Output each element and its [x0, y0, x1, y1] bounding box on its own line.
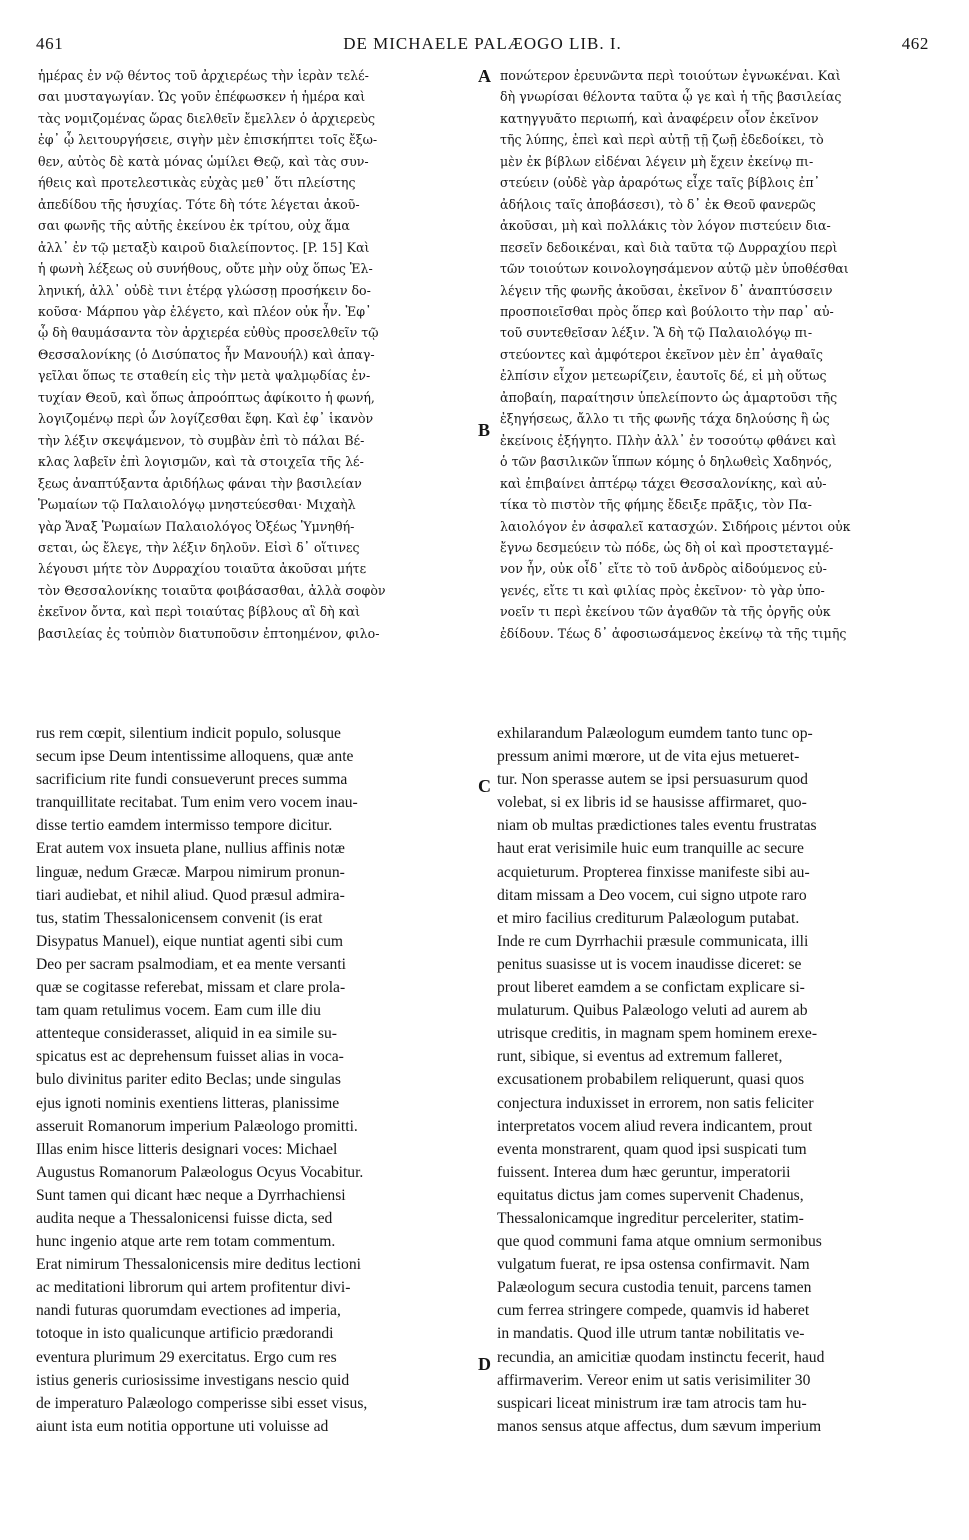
text-line: Augustus Romanorum Palæologus Ocyus Vocabitur.: [36, 1163, 364, 1181]
text-line: βασιλείας ἐς τοὐπιὸν διατυποῦσιν ἐπτοημένον, φιλο-: [38, 625, 380, 641]
text-line: τῶν τοιούτων κοινολογησάμενον αὐτῷ μὲν ὑποθέσθαι: [500, 261, 849, 277]
text-line: ἐλπίσιν εἶχον μετεωρίζειν, ἑαυτοῖς δέ, εἰ μὴ οὕτως: [500, 368, 827, 384]
text-line: δὴ γνωρίσαι θέλοντα ταῦτα ᾧ γε καὶ ἡ τῆς βασιλείας: [500, 89, 842, 105]
text-line: Thessalonicamque ingreditur perceleriter, statim-: [497, 1209, 804, 1227]
text-line: tranquillitate recitabat. Tum enim vero vocem inau-: [36, 794, 358, 812]
text-line: ᾧ δὴ θαυμάσαντα τὸν ἀρχιερέα εὐθὺς προσελθεῖν τῷ: [38, 325, 379, 341]
text-line: τῆς λύπης, ἐπεὶ καὶ περὶ αὐτῇ τῇ ζωῇ ἐδεδοίκει, τὸ: [500, 132, 824, 148]
text-line: Deo per sacram psalmodiam, et ea mente versanti: [36, 955, 347, 973]
text-line: ήθεις καὶ προτελεστικὰς εὐχὰς μεθ᾽ ὅτι πλείστης: [38, 175, 356, 191]
text-line: runt, sibique, si eventus ad extremum falleret,: [497, 1048, 783, 1066]
text-line: στεύοντες καὶ ἀμφότεροι ἐκεῖνον μὲν ἐπ᾽ ἀγαθαῖς: [500, 346, 823, 362]
text-line: λογιζομένῳ περὶ ὧν λογίζεσθαι ἔφη. Καὶ ἐφ᾽ ἱκανὸν: [38, 411, 374, 427]
text-line: que quod communi fama atque omnium sermonibus: [497, 1233, 822, 1251]
text-line: νοεῖν τι περὶ ἐκείνου τῶν ἀγαθῶν τὰ τῆς ὀργῆς οὐκ: [500, 604, 831, 620]
text-line: τὴν λέξιν σκεψάμενον, τὸ συμβὰν ἐπὶ τὸ πάλαι Βέ-: [38, 432, 365, 448]
text-line: ἐκείνοις ἐξήγητο. Πλὴν ἀλλ᾽ ἐν τοσούτῳ φθάνει καὶ: [500, 432, 837, 448]
running-header: [36, 34, 929, 60]
text-line: nandi futuras quorumdam evectiones ad imperia,: [36, 1302, 341, 1320]
text-line: affirmaverim. Vereor enim ut satis verisimiliter 30: [497, 1371, 811, 1389]
text-line: ac meditationi librorum qui artem profitentur divi-: [36, 1279, 351, 1297]
text-line: et miro facilius crediturum Palæologum putabat.: [497, 909, 800, 927]
text-line: τίκα τὸ πιστὸν τῆς φήμης ἔδειξε πρᾶξις, τὸν Πα-: [500, 497, 812, 513]
text-line: acquieturum. Propterea finxisse manifeste sibi au-: [497, 863, 810, 881]
text-line: σαι μυσταγωγίαν. Ὡς γοῦν ἐπέφωσκεν ἡ ἡμέρα καὶ: [38, 89, 366, 105]
text-line: Palæologum secura custodia tenuit, parcens tamen: [497, 1279, 812, 1297]
text-line: tus, statim Thessalonicensem convenit (is erat: [36, 909, 323, 927]
text-line: Sunt tamen qui dicant hæc neque a Dyrrhachiensi: [36, 1186, 346, 1204]
text-line: tiari audiebat, et nihil aliud. Quod præsul admira-: [36, 886, 345, 904]
text-line: equitatus dictus jam comes supervenit Chadenus,: [497, 1186, 804, 1204]
text-line: volebat, si ex libris id se hausisse affirmaret, quo-: [497, 794, 807, 812]
text-line: totoque in isto qualicunque artificio prædorandi: [36, 1325, 334, 1343]
text-line: τὰς νομιζομένας ὥρας διελθεῖν ἔμελλεν ὁ ἀρχιερεὺς: [38, 110, 376, 126]
text-line: audita neque a Thessalonicensi fuisse dicta, sed: [36, 1209, 333, 1227]
text-line: eventura plurimum 29 exercitatus. Ergo cum res: [36, 1348, 337, 1366]
text-line: ἡ φωνὴ λέξεως οὐ συνήθους, οὔτε μὴν οὐχ ὅπως Ἑλ-: [38, 261, 373, 277]
text-line: ἀδήλοις ταῖς ἀποβάσεσι), τὸ δ᾽ ἐκ Θεοῦ φανερῶς: [500, 196, 816, 212]
text-line: Θεσσαλονίκης (ὁ Δισύπατος ἦν Μανουήλ) καὶ ἀπαγ-: [38, 346, 375, 362]
text-line: quæ se cogitasse referebat, missam et clare prola-: [36, 979, 346, 997]
text-line: κοῦσα· Μάρπου γὰρ ἐλέγετο, καὶ πλέον οὐκ ἦν. Ἐφ᾽: [38, 303, 372, 319]
text-line: mulaturum. Quibus Palæologo veluti ad aurem ab: [497, 1002, 808, 1020]
margin-letter-b: B: [478, 420, 491, 440]
text-line: ἀποβαίη, παραίτησιν ὑπελείποντο ὡς ἁμαρτοῦσι τῆς: [500, 389, 838, 405]
text-line: Erat nimirum Thessalonicensis mire deditus lectioni: [36, 1256, 361, 1274]
text-line: pressum animi mœrore, ut de vita ejus metueret-: [497, 748, 800, 766]
text-line: spicatus est ac deprehensum fuisset alias in voca-: [36, 1048, 344, 1066]
text-line: νον ἦν, οὐκ οἶδ᾽ εἴτε τὸ τοῦ ἀνδρὸς αἰδούμενος εὐ-: [500, 561, 827, 577]
text-line: eventa monstrarent, quam quod ipsi suspicati tum: [497, 1140, 807, 1158]
text-line: γὰρ Ἄναξ Ῥωμαίων Παλαιολόγος Ὀξέως Ὑμνηθή-: [38, 518, 355, 534]
text-line: rus rem cœpit, silentium indicit populo, solusque: [36, 725, 341, 742]
text-line: bulo divinitus pariter edito Beclas; unde singulas: [36, 1071, 341, 1089]
text-line: ἔγνω δεσμεύειν τὼ πόδε, ὡς δὴ οἱ καὶ προστεταγμέ-: [500, 539, 834, 555]
text-line: excusationem probabilem reliquerunt, quasi quos: [497, 1071, 805, 1089]
text-line: ἀλλ᾽ ἐν τῷ μεταξὺ καιροῦ διαλείποντος. [P. 15] Καὶ: [38, 239, 370, 255]
text-line: σαι φωνῆς τῆς αὐτῆς ἐκείνου ἐκ τρίτου, οὐχ ἅμα: [38, 218, 350, 234]
text-line: Inde re cum Dyrrhachii præsule communicata, illi: [497, 932, 809, 950]
text-line: recundia, an amicitiæ quodam instinctu fecerit, haud: [497, 1348, 825, 1366]
text-line: istius generis curiosissime investigans nescio quid: [36, 1371, 350, 1389]
text-line: ὁ τῶν βασιλικῶν ἵππων κόμης ὁ δηλωθεὶς Χαδηνός,: [500, 454, 833, 470]
text-line: suspicari liceat ministrum iræ tam atrocis tam hu-: [497, 1394, 807, 1412]
text-line: λαιολόγον ἐν ἀσφαλεῖ κατασχών. Σιδήροις μέντοι οὐκ: [500, 518, 851, 534]
text-line: τοῦ συντεθεῖσαν λέξιν. Ἃ δὴ τῷ Παλαιολόγῳ πι-: [500, 325, 813, 341]
text-line: λέγουσι μήτε τὸν Δυρραχίου τοιαῦτα ἀκοῦσαι μήτε: [38, 561, 367, 577]
text-line: niam ob multas prædictiones tales eventu frustratas: [497, 817, 817, 835]
text-line: de imperaturo Palæologo comperisse sibi esset visus,: [36, 1394, 368, 1412]
text-line: ἀπεδίδου τῆς ἡσυχίας. Τότε δὴ τότε λέγεται ἀκοῦ-: [38, 196, 360, 212]
text-line: στεύειν (οὐδὲ γὰρ ἀραρότως εἶχε ταῖς βίβλοις ἐπ᾽: [500, 175, 820, 191]
text-line: καὶ ἐπιβαίνει ἀπτέρῳ τάχει Θεσσαλονίκης, καὶ αὐ-: [500, 475, 827, 491]
text-line: ἐξηγήσεως, ἄλλο τι τῆς φωνῆς τάχα δηλούσης ἢ ὡς: [500, 411, 830, 427]
text-line: κατηγγυᾶτο περιωπή, καὶ ἀναφέρειν οἷον ἐκεῖνον: [500, 110, 819, 126]
text-line: γεῖλαι ὅπως τε σταθείη εἰς τὴν μετὰ ψαλμῳδίας ἐν-: [38, 368, 371, 384]
margin-letter-c: C: [478, 776, 491, 796]
text-line: linguæ, nedum Græcæ. Marpou nimirum pronun-: [36, 863, 345, 881]
text-line: ἐκεῖνον ὄντα, καὶ περὶ τοιαύτας βίβλους αἳ δὴ καὶ: [38, 604, 361, 620]
text-line: tam quam retulimus vocem. Eam cum ille diu: [36, 1002, 321, 1020]
text-line: secum ipse Deum intentissime alloquens, quæ ante: [36, 748, 354, 766]
text-line: cum ferrea stringere compede, quamvis id haberet: [497, 1302, 810, 1320]
text-line: in mandatis. Quod ille utrum tantæ nobilitatis ve-: [497, 1325, 805, 1343]
text-line: Ῥωμαίων τῷ Παλαιολόγῳ μνηστεύεσθαι· Μιχαὴλ: [38, 497, 356, 513]
text-line: γενές, εἴτε τι καὶ φιλίας πρὸς ἐκεῖνον· τὸ γὰρ ὑπο-: [500, 582, 825, 598]
text-line: exhilarandum Palæologum eumdem tanto tunc op-: [497, 725, 813, 742]
text-line: manos sensus atque affectus, dum sævum imperium: [497, 1417, 822, 1435]
greek-text-right-column: [500, 65, 932, 644]
text-line: ἐφ᾽ ᾧ λειτουργήσειε, σιγὴν μὲν ἐπισκήπτει τοῖς ἔξω-: [38, 132, 378, 148]
text-line: disse tertio eamdem intermisso tempore dicitur.: [36, 817, 333, 835]
margin-letter-a: A: [478, 66, 491, 86]
text-line: conjectura induxisset in errorem, non satis feliciter: [497, 1094, 814, 1112]
text-line: προσποιεῖσθαι πρὸς ὅπερ καὶ βούλοιτο τὴν παρ᾽ αὐ-: [500, 303, 834, 319]
page-number-right: 462: [901, 34, 929, 53]
text-line: utrisque creditis, in magnam spem hominem erexe-: [497, 1025, 818, 1043]
text-line: Disypatus Manuel), eique nuntiat agenti sibi cum: [36, 932, 344, 950]
page-number-left: 461: [36, 34, 64, 53]
text-line: ditam missam a Deo vocem, cui signo utpote raro: [497, 886, 807, 904]
text-line: prout liberet eamdem a se confictam explicare si-: [497, 979, 805, 997]
text-line: hunc ingenio atque arte rem totam commentum.: [36, 1233, 336, 1251]
text-line: Erat autem vox insueta plane, nullius affinis notæ: [36, 840, 345, 858]
text-line: πονώτερον ἐρευνῶντα περὶ τοιούτων ἐγνωκέναι. Καὶ: [500, 68, 841, 83]
text-line: sacrificium rite fundi consueverunt preces summa: [36, 771, 348, 789]
text-line: asseruit Romanorum imperium Palæologo promitti.: [36, 1117, 358, 1135]
greek-text-left-column: [38, 65, 470, 644]
text-line: ἀκοῦσαι, μὴ καὶ πολλάκις τὸν λόγον πιστεύειν δια-: [500, 218, 831, 234]
text-line: ξεως ἀναπτύξαντα ἀριδήλως φάναι τὴν βασιλείαν: [38, 475, 362, 491]
text-line: ληνική, ἀλλ᾽ οὐδὲ τινι ἑτέρᾳ γλώσσῃ προσήκειν δο-: [38, 282, 371, 298]
text-line: tur. Non sperasse autem se ipsi persuasurum quod: [497, 771, 808, 789]
text-line: ἐδίδουν. Τέως δ᾽ ἀφοσιωσάμενος ἐκείνῳ τὰ τῆς τιμῆς: [500, 625, 847, 641]
text-line: λέγειν τῆς φωνῆς ἀκοῦσαι, ἐκεῖνον δ᾽ ἀναπτύσσειν: [500, 282, 833, 298]
text-line: ἡμέρας ἐν νῷ θέντος τοῦ ἀρχιερέως τὴν ἱερὰν τελέ-: [38, 68, 369, 83]
text-line: penitus suasisse ut is vocem inaudisse diceret: se: [497, 955, 802, 973]
text-line: σεται, ὡς ἔλεγε, τὴν λέξιν δηλοῦν. Εἰσὶ δ᾽ οἵτινες: [38, 539, 360, 555]
text-line: fuissent. Interea dum hæc geruntur, imperatorii: [497, 1163, 791, 1181]
text-line: μὲν ἐκ βίβλων εἰδέναι λέγειν μὴ ἔχειν ἐκείνῳ πι-: [500, 153, 814, 169]
text-line: τυχίαν Θεοῦ, καὶ ὅπως ἀπροόπτως ἀφίκοιτο ἡ φωνή,: [38, 389, 375, 405]
margin-letter-d: D: [478, 1354, 491, 1374]
latin-text-left-column: [36, 722, 472, 1438]
text-line: κλας λαβεῖν ἐπὶ λογισμῶν, καὶ τὰ στοιχεῖα τῆς λέ-: [38, 454, 364, 470]
text-line: ejus ignoti nominis exentiens litteras, planissime: [36, 1094, 340, 1112]
text-line: vulgatum fuerat, re ipsa ostensa confirmavit. Nam: [497, 1256, 810, 1274]
text-line: aiunt ista eum notitia opportune uti voluisse ad: [36, 1417, 329, 1435]
text-line: τὸν Θεσσαλονίκης τοιαῦτα φοιβάσασθαι, ἀλλὰ σοφὸν: [38, 582, 386, 598]
text-line: θεν, αὐτὸς δὲ κατὰ μόνας ὡμίλει Θεῷ, καὶ τὰς συν-: [38, 153, 369, 169]
text-line: attenteque considerasset, aliquid in ea simile su-: [36, 1025, 337, 1043]
running-title: DE MICHAELE PALÆOGO LIB. I.: [343, 34, 622, 53]
text-line: haut erat verisimile huic eum tranquille ac secure: [497, 840, 804, 858]
text-line: Illas enim hisce litteris designari voces: Michael: [36, 1140, 338, 1158]
latin-text-right-column: [497, 722, 933, 1438]
text-line: πεσεῖν δεδοικέναι, καὶ διὰ ταῦτα τῷ Δυρραχίου περὶ: [500, 239, 838, 255]
text-line: interpretatos vocem aliud revera indicantem, prout: [497, 1117, 813, 1135]
